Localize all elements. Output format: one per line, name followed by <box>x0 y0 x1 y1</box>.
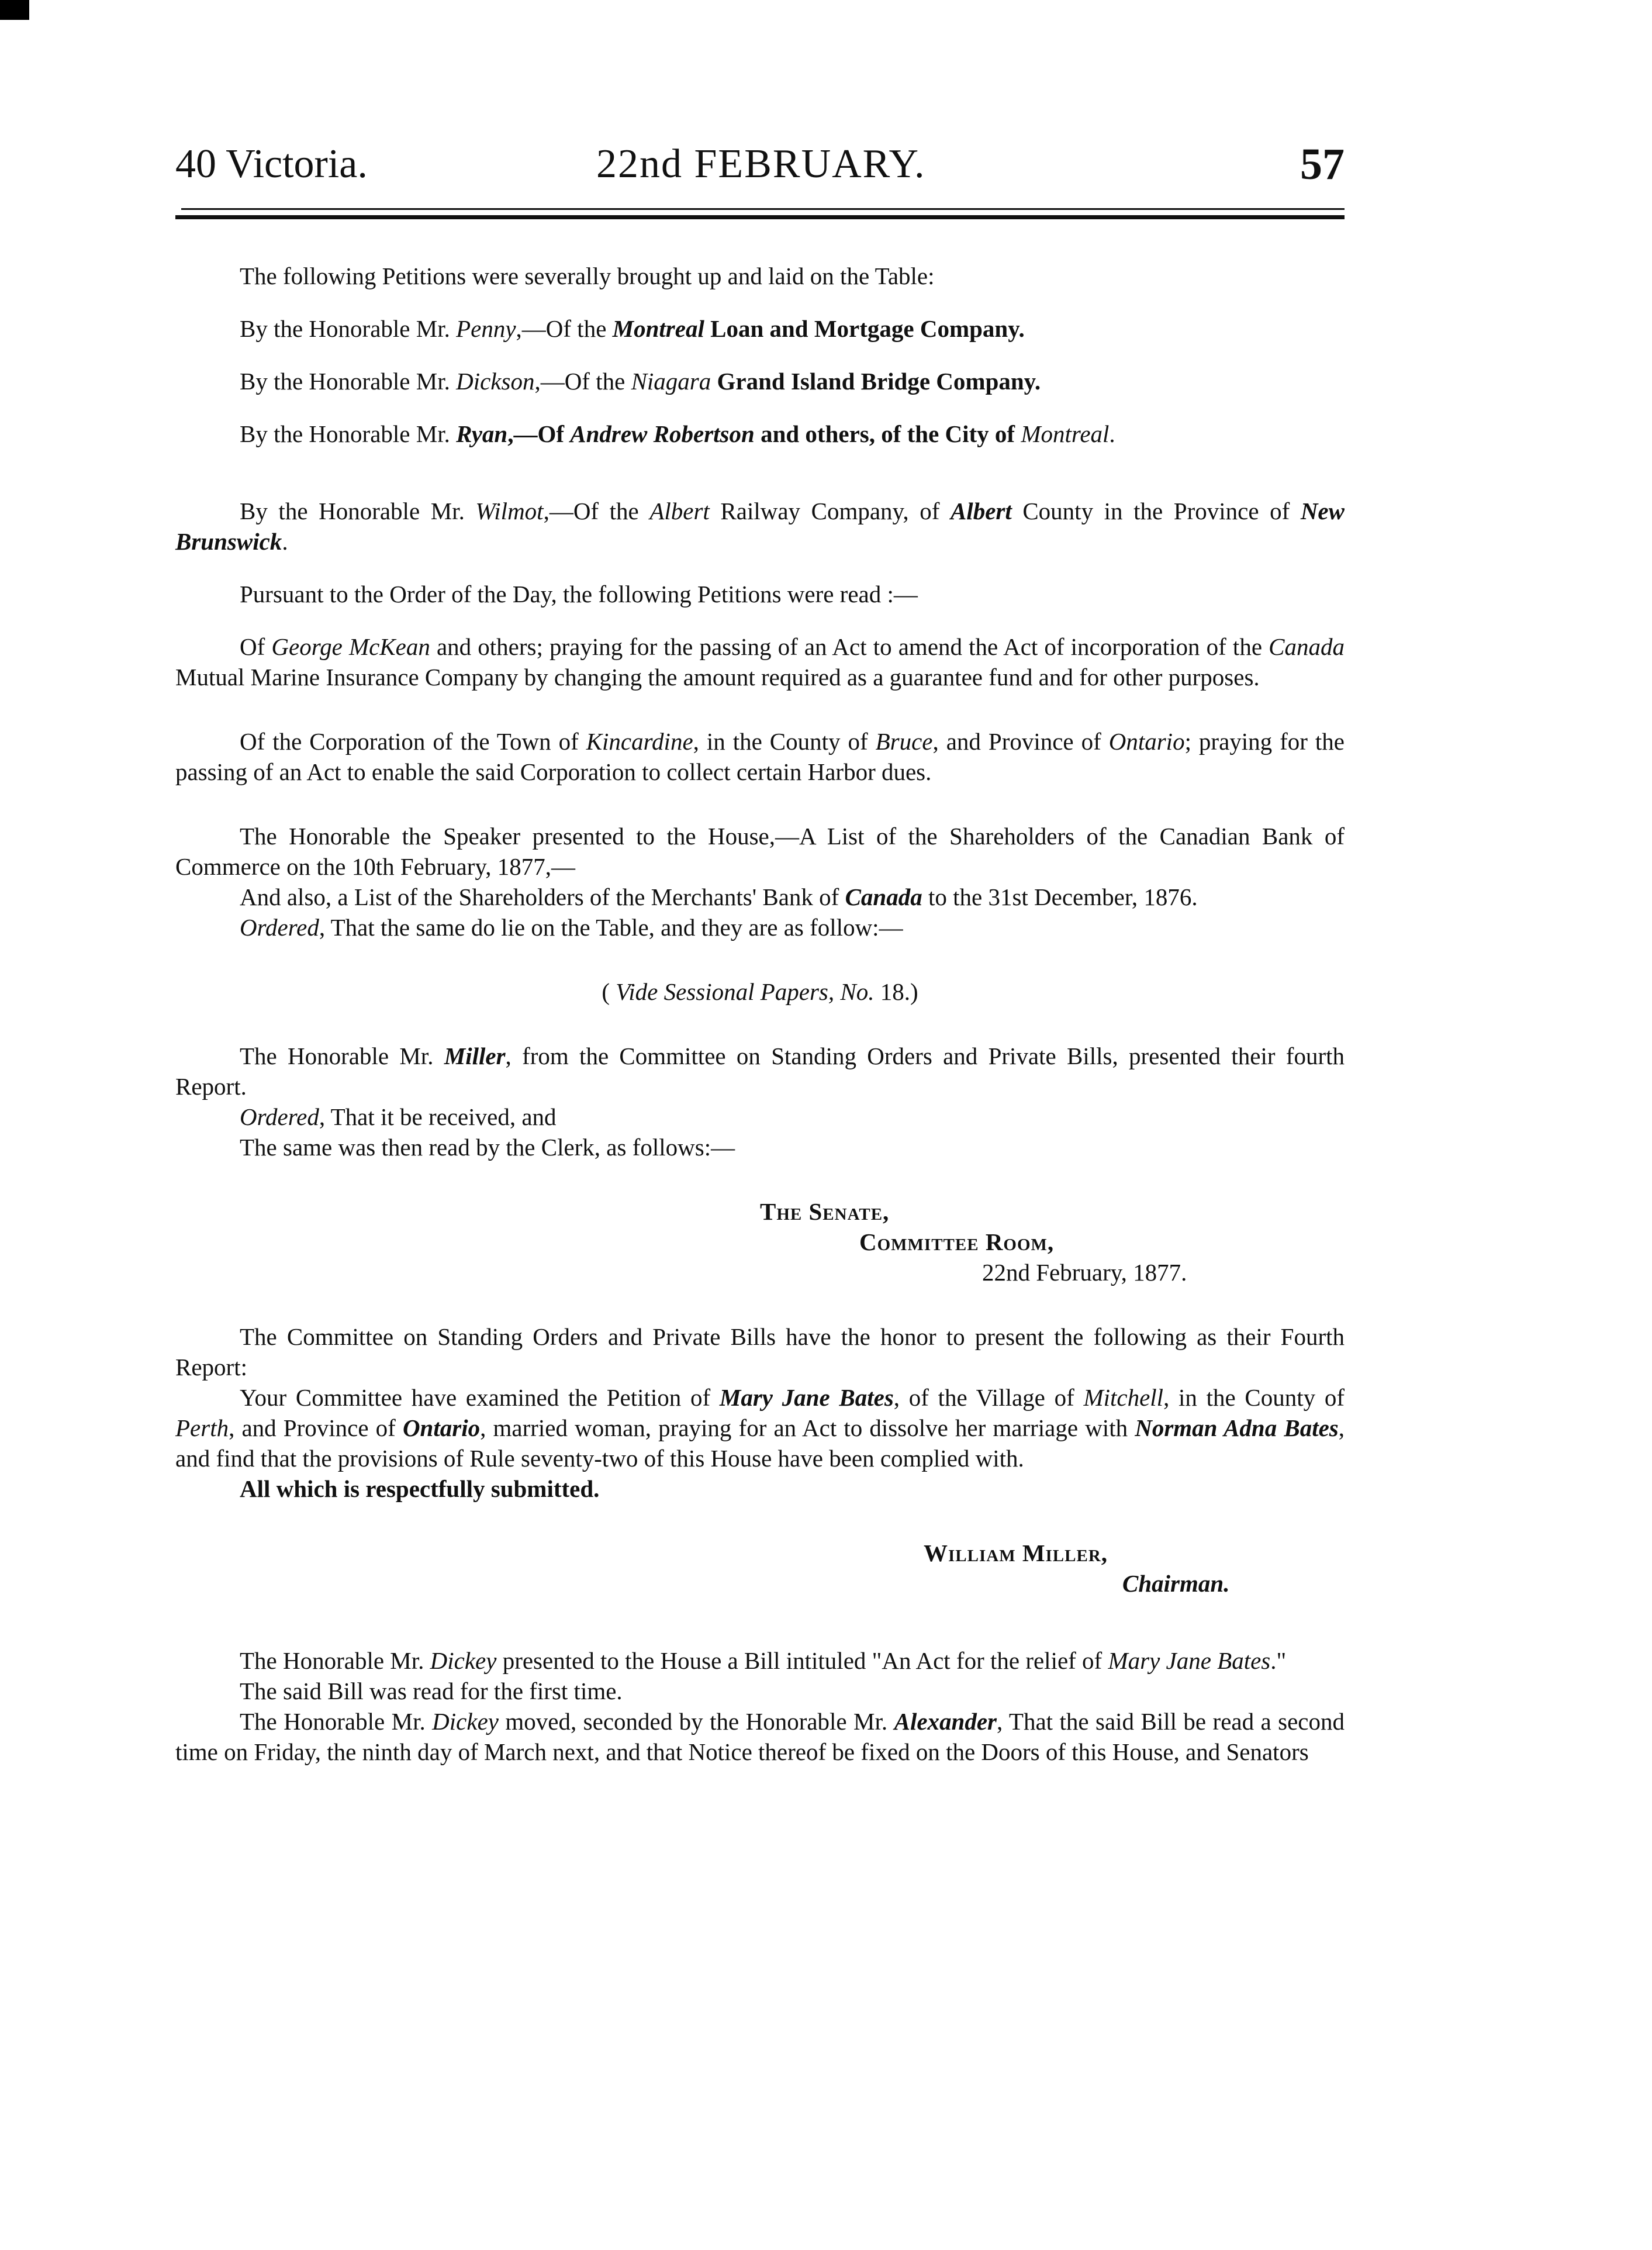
scan-corner-mark <box>0 0 29 20</box>
ordered-paragraph: Ordered, That the same do lie on the Table, and they are as follow:— <box>240 914 903 941</box>
petition-read: Of George McKean and others; praying for the passing of an Act to amend the Act of incorporation of the Canada Mutual Marine Insurance Company by changing the amount required as a guarantee fund and for other purposes. <box>175 633 1345 691</box>
running-head <box>175 138 1345 202</box>
petition-item: By the Honorable Mr. Dickson,—Of the Niagara Grand Island Bridge Company. <box>240 368 1041 395</box>
page <box>175 138 1345 1765</box>
vide-reference: ( Vide Sessional Papers, No. 18.) <box>602 978 918 1005</box>
signature-title: Chairman. <box>1122 1570 1230 1597</box>
petition-read: Of the Corporation of the Town of Kincardine, in the County of Bruce, and Province of Ontario; praying for the passing of an Act to enable the said Corporation to collect certain Harbor dues. <box>175 728 1345 785</box>
signature-name: William Miller, <box>924 1540 1108 1566</box>
petition-item: By the Honorable Mr. Wilmot,—Of the Albert Railway Company, of Albert County in the Province of New Brunswick. <box>175 498 1345 555</box>
report-paragraph: All which is respectfully submitted. <box>240 1475 600 1502</box>
petition-item: By the Honorable Mr. Ryan,—Of Andrew Robertson and others, of the City of Montreal. <box>240 420 1115 447</box>
petition-item: By the Honorable Mr. Penny,—Of the Montreal Loan and Mortgage Company. <box>240 315 1025 342</box>
ordered-paragraph: Ordered, That it be received, and <box>240 1103 557 1130</box>
header-rule-thin <box>181 208 1345 210</box>
order-of-day-intro: Pursuant to the Order of the Day, the following Petitions were read :— <box>240 581 918 608</box>
address-line: 22nd February, 1877. <box>982 1259 1187 1286</box>
committee-paragraph: The same was then read by the Clerk, as follows:— <box>240 1134 735 1161</box>
bill-paragraph: The said Bill was read for the first time. <box>240 1678 623 1704</box>
bill-paragraph: The Honorable Mr. Dickey presented to the House a Bill intituled "An Act for the relief of Mary Jane Bates." <box>240 1647 1287 1674</box>
speaker-paragraph: And also, a List of the Shareholders of the Merchants' Bank of Canada to the 31st December, 1876. <box>240 884 1198 910</box>
petitions-intro: The following Petitions were severally brought up and laid on the Table: <box>240 263 935 289</box>
bill-paragraph: The Honorable Mr. Dickey moved, seconded by the Honorable Mr. Alexander, That the said Bill be read a second time on Friday, the ninth day of March next, and that Notice thereof be fixed on the Doors of this House, and Senators <box>175 1708 1345 1765</box>
report-paragraph: Your Committee have examined the Petition of Mary Jane Bates, of the Village of Mitchell, in the County of Perth, and Province of Ontario, married woman, praying for an Act to dissolve her marriage with Norman Adna Bates, and find that the provisions of Rule seventy-two of this House have been complied with. <box>175 1384 1345 1472</box>
date-heading: 22nd FEBRUARY. <box>596 142 926 187</box>
committee-paragraph: The Honorable Mr. Miller, from the Committee on Standing Orders and Private Bills, presented their fourth Report. <box>175 1043 1345 1100</box>
page-number: 57 <box>1300 140 1345 189</box>
journal-body <box>175 261 1345 1767</box>
speaker-paragraph: The Honorable the Speaker presented to the House,—A List of the Shareholders of the Canadian Bank of Commerce on the 10th February, 1877,— <box>175 823 1345 880</box>
address-line: Committee Room, <box>859 1228 1055 1255</box>
session-label: 40 Victoria. <box>175 142 368 187</box>
report-paragraph: The Committee on Standing Orders and Private Bills have the honor to present the following as their Fourth Report: <box>175 1323 1345 1381</box>
address-line: The Senate, <box>760 1198 890 1225</box>
header-rule-thick <box>175 215 1345 219</box>
